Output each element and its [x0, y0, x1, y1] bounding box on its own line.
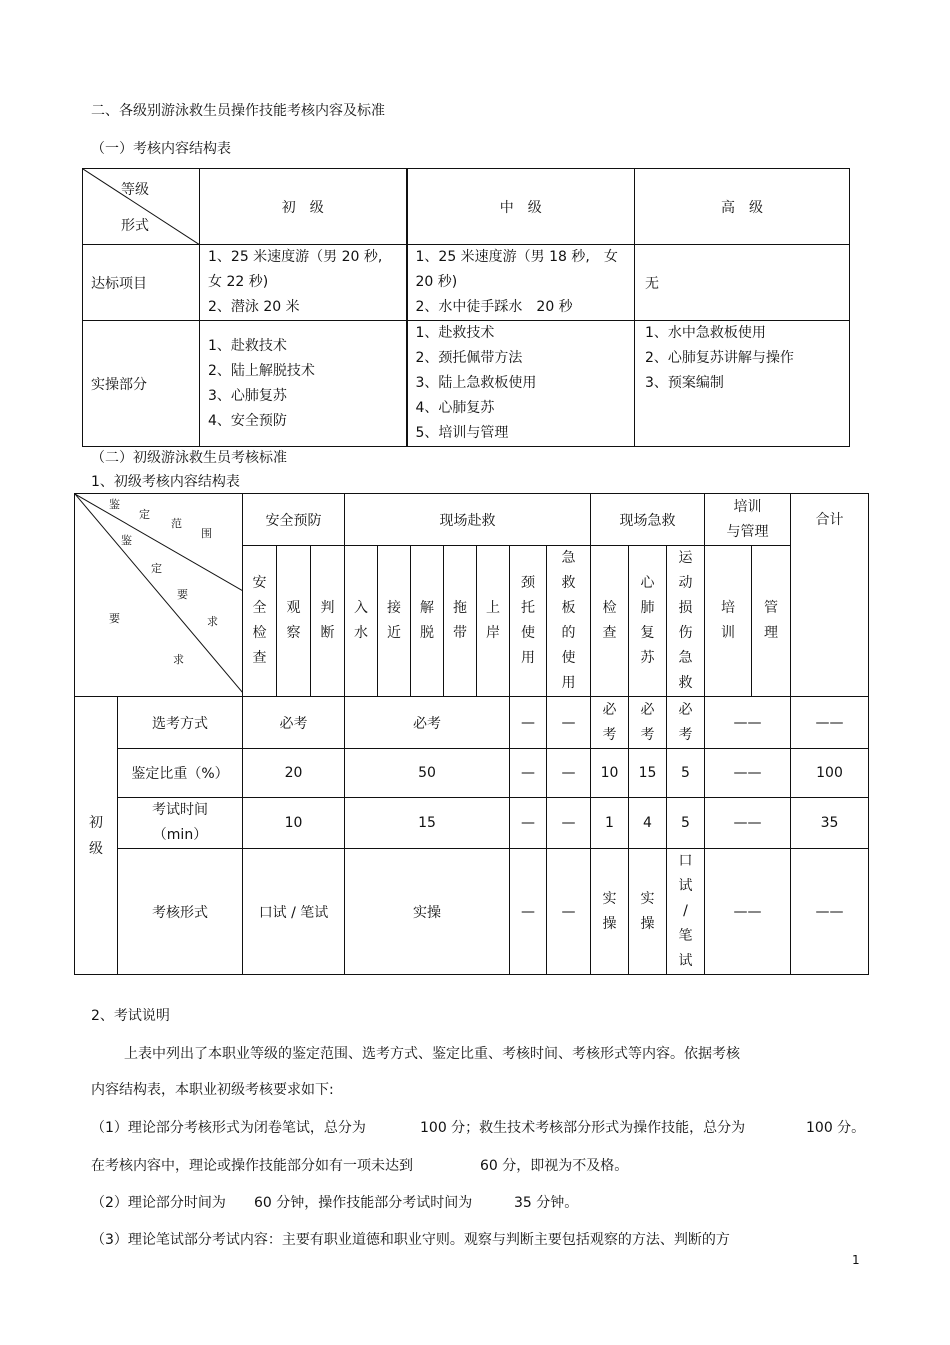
vertical-char: 接	[387, 600, 401, 616]
cell-injury	[667, 697, 705, 749]
subheading-structure-table: （一）考核内容结构表	[91, 141, 231, 157]
row-label: 鉴定比重（%）	[118, 749, 243, 798]
cell-injury: 5	[667, 749, 705, 798]
text-line: 4、安全预防	[208, 412, 287, 429]
col-header-zhong: 中 级	[407, 169, 635, 245]
vertical-char: 笔	[678, 928, 693, 944]
text-line: 2、颈托佩带方法	[415, 350, 523, 366]
text-line: 2、心肺复苏讲解与操作	[645, 350, 794, 366]
col-header-gao: 高 级	[635, 169, 850, 245]
vertical-char: 损	[678, 600, 693, 616]
text-line: 2、潜泳 20 米	[208, 299, 300, 315]
practice-zhong	[407, 321, 635, 447]
cell-rescue: 必考	[345, 697, 510, 749]
vertical-char: 观	[286, 600, 301, 616]
vertical-char: 察	[286, 625, 301, 641]
cell-total: 35	[791, 798, 869, 849]
sub-col-header	[477, 546, 510, 697]
sub-col-header	[411, 546, 444, 697]
vertical-char: 拖	[453, 600, 467, 616]
group-first-aid: 现场急救	[591, 494, 705, 546]
vertical-char: 近	[387, 625, 401, 641]
diagonal-header-cell	[83, 169, 200, 245]
item1-part-c: 100 分。	[806, 1120, 866, 1136]
row-label: 考核形式	[118, 849, 243, 975]
cell-neck: —	[510, 749, 547, 798]
text-line: 2、陆上解脱技术	[208, 362, 315, 379]
vertical-char: 查	[602, 625, 617, 641]
vertical-char: 带	[453, 625, 467, 641]
cell-cpr: 4	[629, 798, 667, 849]
vertical-char: 急	[561, 550, 576, 566]
primary-assessment-table	[74, 493, 869, 975]
group-rescue: 现场赴救	[345, 494, 591, 546]
sub-col-header	[510, 546, 547, 697]
sub-col-header	[345, 546, 378, 697]
text-line: 3、心肺复苏	[208, 387, 287, 404]
item2-part-b: 60 分钟，操作技能部分考试时间为	[254, 1195, 473, 1211]
item1-line2-b: 60 分，即视为不及格。	[480, 1158, 629, 1174]
vertical-char: 肺	[640, 600, 655, 616]
paragraph-line: 内容结构表，本职业初级考核要求如下:	[91, 1082, 334, 1098]
vertical-char: 动	[678, 575, 693, 591]
vertical-char: 急	[678, 650, 693, 666]
cell-neck: —	[510, 798, 547, 849]
cell-check: 1	[591, 798, 629, 849]
diag-label: 定	[139, 508, 150, 521]
vertical-char: 上	[486, 600, 500, 616]
row-label-time	[118, 798, 243, 849]
group-total: 合计	[791, 494, 869, 697]
sub-col-header	[705, 546, 752, 697]
sub-col-header	[378, 546, 411, 697]
subheading-primary-structure: 1、初级考核内容结构表	[91, 474, 240, 490]
vertical-char: 板	[561, 600, 576, 616]
vertical-char: 伤	[678, 625, 693, 641]
vertical-char: /	[683, 903, 688, 919]
vertical-char: 的	[561, 625, 576, 641]
cell-injury	[667, 849, 705, 975]
group-training-line1: 培训	[733, 498, 762, 515]
cell-board: —	[547, 697, 591, 749]
vertical-char: 操	[602, 915, 617, 932]
item1-line2-a: 在考核内容中，理论或操作技能部分如有一项未达到	[91, 1158, 413, 1174]
text-line: 1、25 米速度游（男 18 秒, 女	[415, 249, 618, 265]
vertical-char: 实	[640, 890, 655, 907]
text-line: 1、赴救技术	[415, 325, 495, 341]
text-line: 1、25 米速度游（男 20 秒,	[208, 249, 383, 265]
diag-label: 求	[207, 615, 218, 628]
sub-col-header	[243, 546, 277, 697]
group-safety: 安全预防	[243, 494, 345, 546]
level-char: 初	[89, 814, 103, 831]
vertical-char: 使	[561, 650, 576, 666]
cell-safety: 10	[243, 798, 345, 849]
cell-rescue: 50	[345, 749, 510, 798]
diag-label: 鉴	[109, 498, 120, 511]
sub-col-header	[311, 546, 345, 697]
vertical-char: 必	[602, 701, 617, 718]
practice-gao	[635, 321, 850, 447]
cell-neck: —	[510, 697, 547, 749]
vertical-char: 必	[640, 701, 655, 718]
vertical-char: 操	[640, 915, 655, 932]
vertical-char: 考	[678, 726, 693, 743]
section-exam-notes: 2、考试说明	[91, 1008, 170, 1024]
text-line: 2、水中徒手踩水 20 秒	[415, 299, 573, 315]
sub-col-header	[277, 546, 311, 697]
subheading-primary-standard: （二）初级游泳救生员考核标准	[91, 450, 287, 466]
cell-injury: 5	[667, 798, 705, 849]
diag-label: 定	[151, 562, 162, 575]
vertical-char: 救	[678, 675, 693, 691]
vertical-char: 入	[354, 600, 368, 616]
cell-board: —	[547, 798, 591, 849]
diag-label: 要	[177, 588, 188, 601]
vertical-char: 理	[764, 625, 778, 641]
vertical-char: 岸	[486, 625, 500, 641]
cell-rescue: 15	[345, 798, 510, 849]
vertical-char: 判	[320, 600, 335, 616]
vertical-char: 水	[354, 625, 368, 641]
diagonal-header-cell	[75, 494, 243, 697]
standard-chu	[200, 245, 407, 321]
vertical-char: 检	[252, 625, 267, 641]
text-line: 1、赴救技术	[208, 337, 287, 354]
paragraph-line: 上表中列出了本职业等级的鉴定范围、选考方式、鉴定比重、考核时间、考核形式等内容。依据考核	[124, 1046, 740, 1062]
vertical-char: 查	[252, 650, 267, 666]
vertical-char: 培	[721, 600, 735, 616]
cell-total: 100	[791, 749, 869, 798]
structure-table	[82, 168, 850, 447]
sub-col-header	[444, 546, 477, 697]
sub-col-header	[629, 546, 667, 697]
text-line: 3、预案编制	[645, 375, 724, 391]
cell-total: ——	[791, 849, 869, 975]
item2-part-c: 35 分钟。	[514, 1195, 579, 1211]
diag-label-level: 等级	[121, 182, 149, 198]
diag-label-form: 形式	[121, 218, 149, 234]
diagonal-lines	[75, 494, 243, 693]
vertical-char: 心	[640, 575, 655, 591]
vertical-char: 安	[252, 575, 267, 591]
diag-label: 围	[201, 527, 212, 540]
item3: （3）理论笔试部分考试内容：主要有职业道德和职业守则。观察与判断主要包括观察的方法、判断的方	[91, 1232, 730, 1248]
vertical-char: 颈	[521, 575, 535, 591]
sub-col-header	[752, 546, 791, 697]
cell-safety: 口试 / 笔试	[243, 849, 345, 975]
cell-neck: —	[510, 849, 547, 975]
text-line: 女 22 秒)	[208, 274, 269, 290]
sub-col-header	[667, 546, 705, 697]
vertical-char: 脱	[420, 625, 434, 641]
diag-label: 范	[171, 517, 182, 530]
vertical-char: 解	[420, 600, 434, 616]
vertical-char: 用	[561, 675, 576, 691]
cell-training: ——	[705, 798, 791, 849]
text-line: 5、培训与管理	[415, 425, 509, 441]
cell-safety: 20	[243, 749, 345, 798]
cell-board: —	[547, 849, 591, 975]
row-label-line: （min）	[152, 827, 208, 843]
level-char: 级	[89, 840, 103, 857]
cell-check	[591, 697, 629, 749]
cell-training: ——	[705, 697, 791, 749]
vertical-char: 考	[602, 726, 617, 743]
text-line: 1、水中急救板使用	[645, 325, 766, 341]
diag-label: 求	[173, 653, 184, 666]
vertical-char: 训	[721, 625, 735, 641]
cell-cpr: 15	[629, 749, 667, 798]
text-line: 3、陆上急救板使用	[415, 375, 537, 391]
item1-part-b: 100 分；救生技术考核部分形式为操作技能，总分为	[420, 1120, 746, 1136]
cell-safety: 必考	[243, 697, 345, 749]
row-label-standard: 达标项目	[83, 245, 200, 321]
item1-part-a: （1）理论部分考核形式为闭卷笔试，总分为	[91, 1120, 366, 1136]
cell-cpr	[629, 697, 667, 749]
text-line: 20 秒)	[415, 274, 458, 290]
sub-col-header	[591, 546, 629, 697]
vertical-char: 考	[640, 726, 655, 743]
vertical-char: 苏	[640, 650, 655, 666]
cell-check: 10	[591, 749, 629, 798]
diag-label: 鉴	[121, 534, 132, 547]
vertical-char: 托	[521, 600, 535, 616]
cell-training: ——	[705, 749, 791, 798]
cell-board: —	[547, 749, 591, 798]
sub-col-header	[547, 546, 591, 697]
level-label	[75, 697, 118, 975]
group-training-line2: 与管理	[726, 523, 769, 540]
vertical-char: 全	[252, 600, 267, 616]
row-label-line: 考试时间	[152, 802, 208, 818]
vertical-char: 用	[521, 650, 535, 666]
vertical-char: 检	[602, 600, 617, 616]
vertical-char: 实	[602, 890, 617, 907]
vertical-char: 使	[521, 625, 535, 641]
vertical-char: 口	[678, 853, 693, 869]
page-number: 1	[852, 1253, 860, 1267]
vertical-char: 救	[561, 575, 576, 591]
vertical-char: 管	[764, 600, 778, 616]
text-line: 4、心肺复苏	[415, 400, 495, 416]
group-training	[705, 494, 791, 546]
row-label-practice: 实操部分	[83, 321, 200, 447]
diag-label: 要	[109, 612, 120, 625]
main-heading: 二、各级别游泳救生员操作技能考核内容及标准	[91, 103, 385, 119]
cell-cpr	[629, 849, 667, 975]
vertical-char: 断	[320, 625, 335, 641]
item2-part-a: （2）理论部分时间为	[91, 1195, 226, 1211]
vertical-char: 试	[678, 878, 693, 894]
cell-rescue: 实操	[345, 849, 510, 975]
vertical-char: 试	[678, 953, 693, 969]
cell-training: ——	[705, 849, 791, 975]
vertical-char: 复	[640, 625, 655, 641]
cell-total: ——	[791, 697, 869, 749]
vertical-char: 必	[678, 701, 693, 718]
practice-chu	[200, 321, 407, 447]
standard-zhong	[407, 245, 635, 321]
standard-gao: 无	[635, 245, 850, 321]
col-header-chu: 初 级	[200, 169, 407, 245]
row-label: 选考方式	[118, 697, 243, 749]
cell-check	[591, 849, 629, 975]
vertical-char: 运	[678, 550, 693, 566]
